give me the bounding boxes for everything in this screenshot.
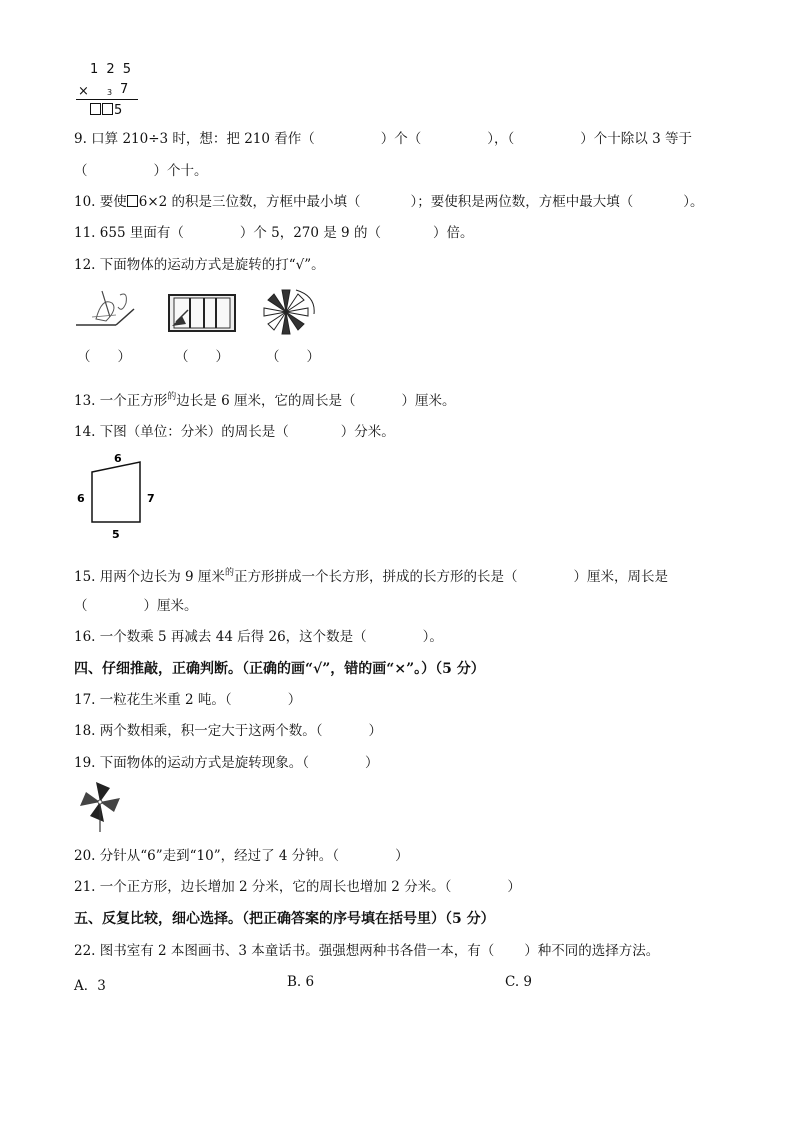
q13-text-b: 边长是 6 厘米，它的周长是（: [176, 393, 356, 409]
q14-text-b: ）分米。: [340, 424, 395, 440]
q15-text-e: ）厘米。: [143, 598, 198, 614]
times-sign: ×: [78, 84, 89, 99]
q21-text-a: 21. 一个正方形，边长增加 2 分米，它的周长也增加 2 分米。（: [74, 879, 452, 895]
question-11: [74, 224, 473, 242]
q10-text-a: 10. 要使: [74, 194, 127, 210]
question-22: [74, 942, 659, 960]
question-16: [74, 628, 443, 646]
q18-text-a: 18. 两个数相乘，积一定大于这两个数。（: [74, 723, 323, 739]
q10-text-d: ）。: [683, 194, 704, 210]
q9-text-f: ）个十。: [153, 163, 208, 179]
vertical-multiplication: [72, 62, 142, 122]
q17-text-a: 17. 一粒花生米重 2 吨。（: [74, 692, 232, 708]
q20-text-b: ）: [395, 848, 409, 864]
question-12: 12. 下面物体的运动方式是旋转的打“√”。: [74, 257, 325, 273]
q22-text-b: ）种不同的选择方法。: [524, 943, 660, 959]
q12-paren-2[interactable]: （ ）: [175, 349, 229, 365]
q9-text-d: ）个十除以 3 等于: [580, 131, 692, 147]
section-4-heading: 四、仔细推敲，正确判断。（正确的画“√”，错的画“×”。）（5 分）: [74, 661, 485, 677]
question-15-cont: [74, 597, 198, 615]
q9-text-a: 9. 口算 210÷3 时，想：把 210 看作（: [74, 131, 315, 147]
section-5-heading: 五、反复比较，细心选择。（把正确答案的序号填在括号里）（5 分）: [74, 911, 495, 927]
blank-box: [102, 103, 113, 115]
q17-text-b: ）: [287, 692, 302, 708]
question-15: [74, 564, 668, 586]
blank-box: [90, 103, 101, 115]
question-14: [74, 423, 395, 441]
label-bottom: 5: [112, 528, 120, 541]
label-top: 6: [114, 452, 122, 465]
q11-text-a: 11. 655 里面有（: [74, 225, 184, 241]
q20-text-a: 20. 分针从“6”走到“10”，经过了 4 分钟。（: [74, 848, 340, 864]
label-right: 7: [147, 492, 155, 505]
trapezoid-figure: [70, 450, 160, 542]
carry-digit: 3: [107, 88, 113, 97]
result-row: [90, 103, 122, 118]
pinwheel-image: [258, 288, 316, 338]
q9-text-e: （: [74, 163, 88, 179]
option-c[interactable]: C. 9: [505, 974, 533, 990]
question-9: [74, 130, 692, 148]
question-17: [74, 691, 301, 709]
q9-text-c: ），（: [487, 131, 515, 147]
q13-small-char: 的: [167, 392, 177, 402]
calc-rule: [76, 99, 138, 100]
q12-paren-3[interactable]: （ ）: [266, 349, 320, 365]
multiplicand: 1 2 5: [90, 62, 134, 77]
pinwheel-toy-image: [74, 780, 128, 834]
question-19: [74, 754, 379, 772]
question-21: [74, 878, 521, 896]
option-a[interactable]: A．3: [74, 978, 106, 994]
q15-text-d: （: [74, 598, 88, 614]
question-13: [74, 388, 455, 410]
question-9-cont: [74, 162, 208, 180]
label-left: 6: [77, 492, 85, 505]
drawing-pen-image: [76, 287, 138, 335]
multiplier-digit: 7: [120, 82, 129, 97]
question-18: [74, 722, 382, 740]
q18-text-b: ）: [368, 723, 383, 739]
q16-text-a: 16. 一个数乘 5 再减去 44 后得 26，这个数是（: [74, 629, 367, 645]
blank-box: [127, 195, 138, 207]
q12-paren-1[interactable]: （ ）: [77, 349, 131, 365]
q15-small-char: 的: [224, 568, 234, 578]
result-digit: 5: [114, 103, 123, 118]
q11-text-c: ）倍。: [432, 225, 474, 241]
q10-text-c: ）；要使积是两位数，方框中最大填（: [410, 194, 634, 210]
q21-text-b: ）: [507, 879, 521, 895]
q11-text-b: ）个 5，270 是 9 的（: [239, 225, 381, 241]
sliding-window-image: [168, 292, 236, 334]
question-10: [74, 193, 704, 211]
q14-text-a: 14. 下图（单位：分米）的周长是（: [74, 424, 289, 440]
q9-text-b: ）个（: [380, 131, 422, 147]
q19-text-a: 19. 下面物体的运动方式是旋转现象。（: [74, 755, 310, 771]
q22-text-a: 22. 图书室有 2 本图画书、3 本童话书。强强想两种书各借一本，有（: [74, 943, 495, 959]
q15-text-b: 正方形拼成一个长方形，拼成的长方形的长是（: [233, 569, 518, 585]
question-20: [74, 847, 409, 865]
option-b[interactable]: B. 6: [287, 974, 315, 990]
q13-text-a: 13. 一个正方形: [74, 393, 168, 409]
q15-text-c: ）厘米，周长是: [573, 569, 668, 585]
q19-text-b: ）: [365, 755, 379, 771]
q15-text-a: 15. 用两个边长为 9 厘米: [74, 569, 225, 585]
q16-text-b: ）。: [422, 629, 443, 645]
q10-text-b: 6×2 的积是三位数，方框中最小填（: [138, 194, 361, 210]
q13-text-c: ）厘米。: [401, 393, 456, 409]
